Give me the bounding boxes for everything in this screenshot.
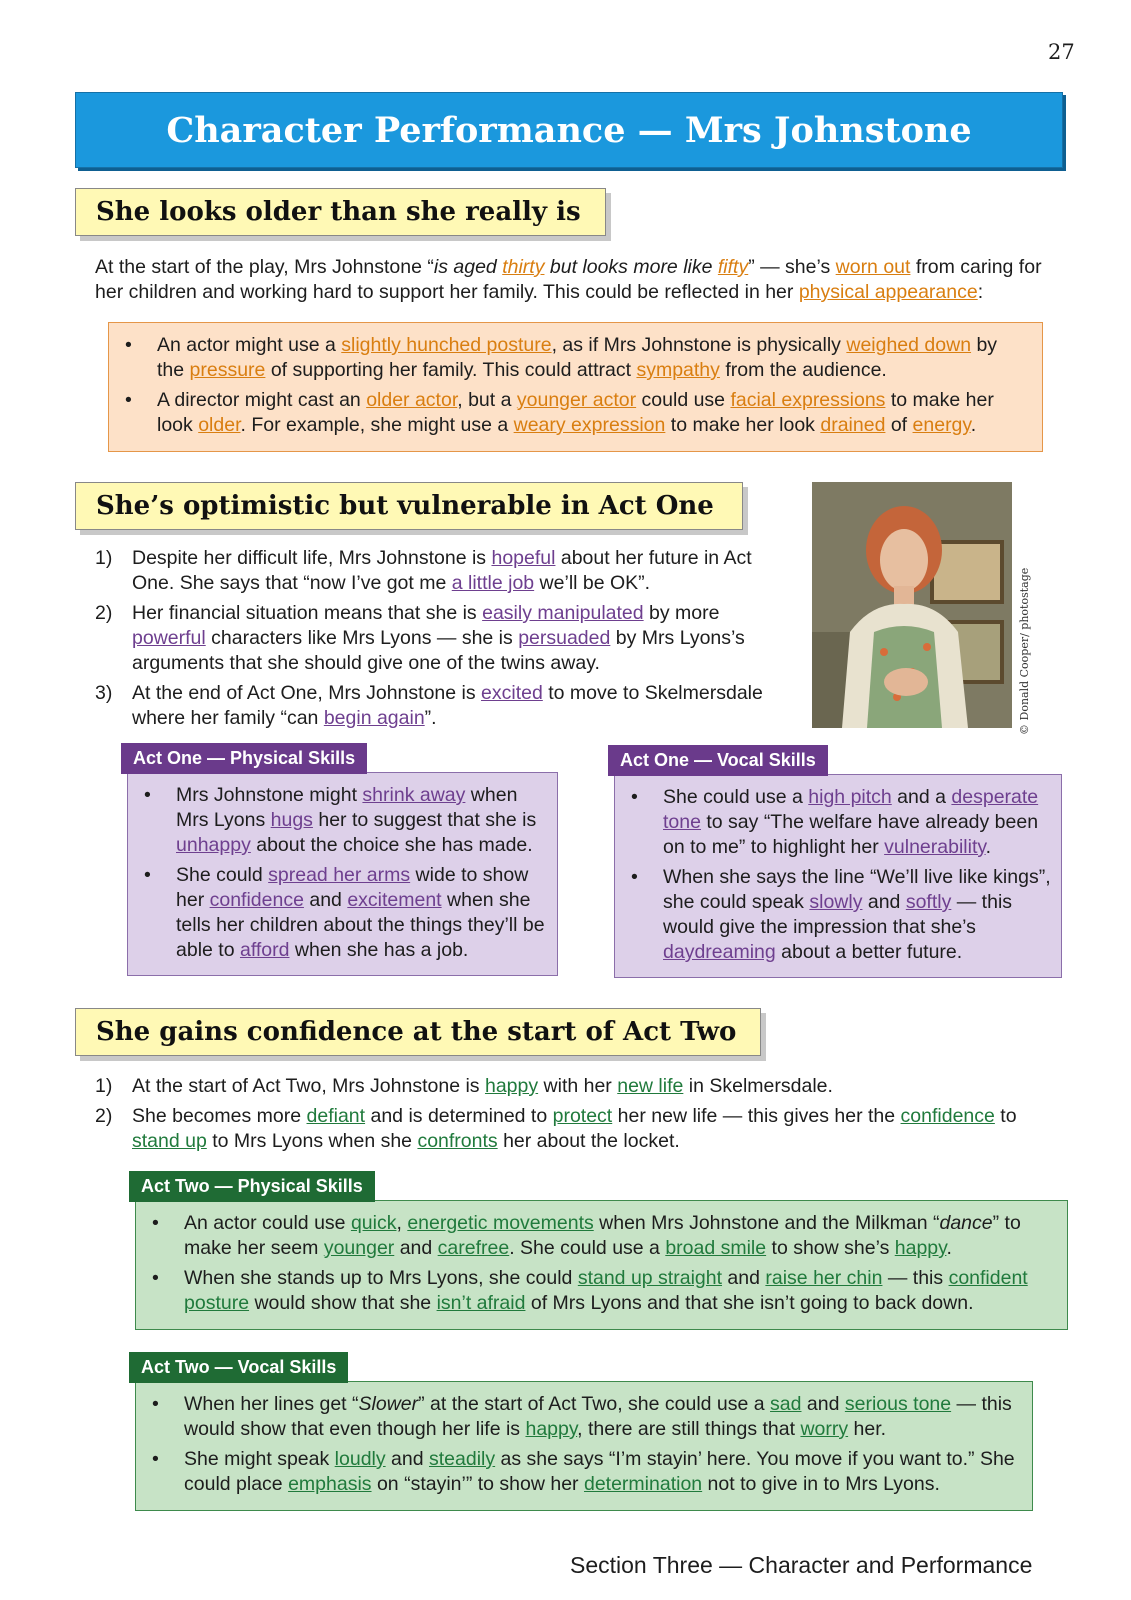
list-item: • She could spread her arms wide to show her confidence and excitement when she tells her children about the things they’ll be able to afford when she has a job. [128, 863, 547, 963]
section3-list [95, 1074, 1025, 1159]
act-two-vocal-tag: Act Two — Vocal Skills [129, 1352, 348, 1383]
act-one-physical-tag: Act One — Physical Skills [121, 743, 367, 774]
actress-illustration [812, 482, 1012, 728]
list-item: • A director might cast an older actor, but a younger actor could use facial expressions to make her look older. For example, she might use a weary expression to make her look drained of energy. [109, 388, 1028, 438]
act-two-physical-tag: Act Two — Physical Skills [129, 1171, 375, 1202]
list-item: • She might speak loudly and steadily as she says “I’m stayin’ here. You move if you want to.” She could place emphasis on “stayin’” to show her determination not to give in to Mrs Lyons. [136, 1447, 1022, 1497]
list-item: 2) Her financial situation means that she is easily manipulated by more powerful characters like Mrs Lyons — she is persuaded by Mrs Lyons’s arguments that she should give one of the twins away. [95, 602, 745, 674]
photo-credit: © Donald Cooper/ photostage [1018, 567, 1031, 735]
list-item: • When her lines get “Slower” at the start of Act Two, she could use a sad and serious tone — this would show that even though her life is happy, there are still things that worry her. [136, 1392, 1022, 1442]
act-one-physical-box [127, 772, 558, 976]
list-item: 2) She becomes more defiant and is determined to protect her new life — this gives her the confidence to stand up to Mrs Lyons when she confronts her about the locket. [95, 1105, 1017, 1152]
list-item: • Mrs Johnstone might shrink away when Mrs Lyons hugs her to suggest that she is unhappy about the choice she has made. [128, 783, 547, 858]
list-item: 1) Despite her difficult life, Mrs Johnstone is hopeful about her future in Act One. She says that “now I’ve got me a little job we’ll be OK”. [95, 547, 752, 594]
section1-intro: At the start of the play, Mrs Johnstone “is aged thirty but looks more like fifty” — she’s worn out from caring for her children and working hard to support her family. This could be reflected in her physical appearance: [95, 256, 1042, 303]
act-one-vocal-tag: Act One — Vocal Skills [608, 745, 828, 776]
page-title: Character Performance — Mrs Johnstone [75, 92, 1063, 168]
list-item: • When she says the line “We’ll live like kings”, she could speak slowly and softly — this would give the impression that she’s daydreaming about a better future. [615, 865, 1051, 965]
page-number: 27 [1048, 40, 1075, 64]
section-heading-confidence: She gains confidence at the start of Act Two [75, 1008, 761, 1056]
mrs-johnstone-photo [812, 482, 1012, 728]
list-item: • She could use a high pitch and a desperate tone to say “The welfare have already been on to me” to highlight her vulnerability. [615, 785, 1051, 860]
act-two-physical-box [135, 1200, 1068, 1330]
list-item: • An actor might use a slightly hunched posture, as if Mrs Johnstone is physically weighed down by the pressure of supporting her family. This could attract sympathy from the audience. [109, 333, 1028, 383]
list-item: 3) At the end of Act One, Mrs Johnstone is excited to move to Skelmersdale where her family “can begin again”. [95, 682, 763, 729]
list-item: 1) At the start of Act Two, Mrs Johnstone is happy with her new life in Skelmersdale. [95, 1075, 833, 1097]
list-item: • When she stands up to Mrs Lyons, she could stand up straight and raise her chin — this confident posture would show that she isn’t afraid of Mrs Lyons and that she isn’t going to back down. [136, 1266, 1057, 1316]
act-one-vocal-box [614, 774, 1062, 978]
appearance-tips-box [108, 322, 1043, 452]
act-two-vocal-box [135, 1381, 1033, 1511]
section-heading-older: She looks older than she really is [75, 188, 606, 236]
list-item: • An actor could use quick, energetic movements when Mrs Johnstone and the Milkman “dance” to make her seem younger and carefree. She could use a broad smile to show she’s happy. [136, 1211, 1057, 1261]
section2-list [95, 546, 795, 736]
section-heading-optimistic: She’s optimistic but vulnerable in Act One [75, 482, 743, 530]
section-footer: Section Three — Character and Performance [570, 1552, 1033, 1578]
